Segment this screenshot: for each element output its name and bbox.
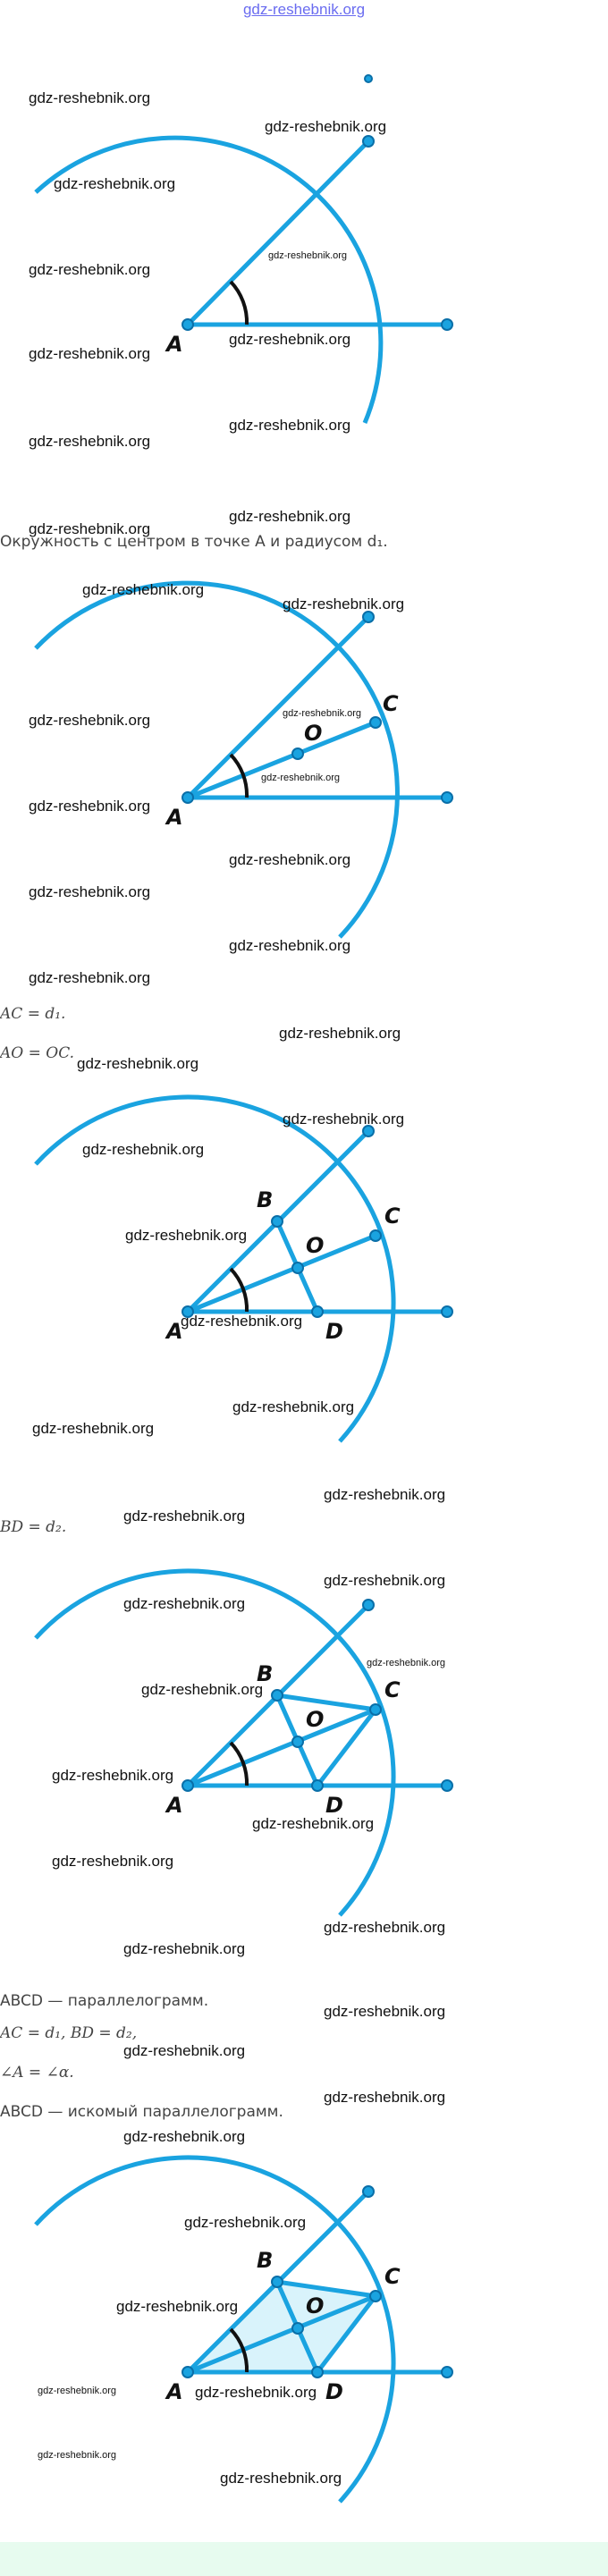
watermark: gdz-reshebnik.org bbox=[232, 1398, 355, 1415]
watermark: gdz-reshebnik.org bbox=[32, 1420, 155, 1437]
site-link[interactable]: gdz-reshebnik.org bbox=[242, 1, 366, 18]
label-d: D bbox=[325, 1319, 343, 1344]
text-bd: BD = d₂. bbox=[0, 1518, 67, 1536]
label-c: C bbox=[384, 2264, 401, 2289]
point-a bbox=[182, 319, 193, 330]
point-c bbox=[370, 1230, 381, 1241]
ray-upper bbox=[188, 617, 368, 798]
label-d: D bbox=[325, 1793, 343, 1818]
label-c: C bbox=[384, 1204, 401, 1229]
watermark: gdz-reshebnik.org bbox=[52, 1767, 174, 1784]
point-ray-end-upper bbox=[363, 136, 374, 147]
point-ray-end-lower bbox=[442, 2367, 452, 2378]
figure-4-parallelogram bbox=[0, 1540, 608, 1933]
label-a: A bbox=[166, 805, 183, 830]
text-result: ABCD — искомый параллелограмм. bbox=[0, 2103, 283, 2121]
watermark: gdz-reshebnik.org bbox=[220, 2470, 342, 2487]
label-a: A bbox=[166, 2379, 183, 2404]
watermark: gdz-reshebnik.org bbox=[29, 712, 151, 729]
text-ac: AC = d₁. bbox=[0, 1005, 66, 1023]
text-circle: Окружность с центром в точке A и радиусом d₁. bbox=[0, 533, 388, 551]
point-d bbox=[312, 1780, 323, 1791]
watermark: gdz-reshebnik.org bbox=[123, 1595, 246, 1612]
point-c bbox=[370, 2291, 381, 2302]
point-b bbox=[272, 1690, 283, 1701]
label-a: A bbox=[166, 1319, 183, 1344]
watermark: gdz-reshebnik.org bbox=[29, 261, 151, 278]
watermark: gdz-reshebnik.org bbox=[283, 708, 362, 719]
watermark: gdz-reshebnik.org bbox=[141, 1681, 264, 1698]
watermark: gdz-reshebnik.org bbox=[229, 331, 351, 348]
watermark: gdz-reshebnik.org bbox=[279, 1025, 401, 1042]
watermark: gdz-reshebnik.org bbox=[123, 2128, 246, 2145]
diagonal-ac bbox=[188, 1236, 376, 1312]
label-o: O bbox=[306, 1707, 325, 1732]
label-o: O bbox=[306, 1233, 325, 1258]
point-d bbox=[312, 1306, 323, 1317]
watermark: gdz-reshebnik.org bbox=[229, 937, 351, 954]
watermark: gdz-reshebnik.org bbox=[54, 175, 176, 192]
label-c: C bbox=[384, 1677, 401, 1702]
figure-1-circle-and-angle bbox=[0, 72, 608, 367]
text-equalities: AC = d₁, BD = d₂, bbox=[0, 2024, 138, 2042]
watermark: gdz-reshebnik.org bbox=[283, 595, 405, 612]
watermark: gdz-reshebnik.org bbox=[283, 1111, 405, 1128]
point-b bbox=[272, 1216, 283, 1227]
label-o: O bbox=[304, 721, 323, 746]
label-b: B bbox=[257, 1661, 274, 1686]
label-o: O bbox=[306, 2293, 325, 2318]
point-c bbox=[370, 717, 381, 728]
point-o bbox=[292, 1736, 303, 1747]
watermark: gdz-reshebnik.org bbox=[181, 1313, 303, 1330]
watermark: gdz-reshebnik.org bbox=[82, 1141, 205, 1158]
label-a: A bbox=[166, 332, 183, 357]
label-b: B bbox=[257, 1187, 274, 1212]
watermark: gdz-reshebnik.org bbox=[29, 969, 151, 986]
watermark: gdz-reshebnik.org bbox=[324, 1919, 446, 1936]
watermark: gdz-reshebnik.org bbox=[229, 851, 351, 868]
point-a bbox=[182, 792, 193, 803]
text-ao: AO = OC. bbox=[0, 1044, 75, 1062]
watermark: gdz-reshebnik.org bbox=[367, 1658, 446, 1668]
diagonal-ac bbox=[188, 722, 376, 798]
point-a bbox=[182, 1780, 193, 1791]
footer-bar bbox=[0, 2542, 608, 2576]
watermark: gdz-reshebnik.org bbox=[29, 345, 151, 362]
watermark: gdz-reshebnik.org bbox=[261, 773, 341, 783]
point-c bbox=[370, 1704, 381, 1715]
point-ray-end-lower bbox=[442, 792, 452, 803]
watermark: gdz-reshebnik.org bbox=[268, 250, 348, 261]
point-b bbox=[272, 2276, 283, 2287]
text-angle: ∠A = ∠α. bbox=[0, 2064, 74, 2082]
point-ray-end-upper bbox=[363, 1600, 374, 1610]
watermark: gdz-reshebnik.org bbox=[123, 2042, 246, 2059]
label-a: A bbox=[166, 1793, 183, 1818]
watermark: gdz-reshebnik.org bbox=[324, 2089, 446, 2106]
watermark: gdz-reshebnik.org bbox=[123, 1508, 246, 1524]
watermark: gdz-reshebnik.org bbox=[52, 1853, 174, 1870]
watermark: gdz-reshebnik.org bbox=[123, 1940, 246, 1957]
watermark: gdz-reshebnik.org bbox=[77, 1055, 199, 1072]
point-d bbox=[312, 2367, 323, 2378]
watermark: gdz-reshebnik.org bbox=[82, 581, 205, 598]
watermark: gdz-reshebnik.org bbox=[324, 2003, 446, 2020]
point-ray-end-lower bbox=[442, 1780, 452, 1791]
watermark: gdz-reshebnik.org bbox=[29, 520, 151, 537]
point-ray-end-lower bbox=[442, 1306, 452, 1317]
watermark: gdz-reshebnik.org bbox=[184, 2214, 307, 2231]
point-ray-end-lower bbox=[442, 319, 452, 330]
watermark: gdz-reshebnik.org bbox=[116, 2298, 239, 2315]
point-a bbox=[182, 2367, 193, 2378]
watermark: gdz-reshebnik.org bbox=[252, 1815, 375, 1832]
watermark: gdz-reshebnik.org bbox=[38, 2386, 117, 2396]
text-parallelogram: ABCD — параллелограмм. bbox=[0, 1992, 209, 2010]
ray-upper bbox=[188, 141, 368, 325]
label-d: D bbox=[325, 2379, 343, 2404]
watermark: gdz-reshebnik.org bbox=[229, 417, 351, 434]
watermark: gdz-reshebnik.org bbox=[29, 798, 151, 815]
watermark: gdz-reshebnik.org bbox=[125, 1227, 248, 1244]
watermark: gdz-reshebnik.org bbox=[195, 2384, 317, 2401]
watermark: gdz-reshebnik.org bbox=[38, 2450, 117, 2461]
watermark: gdz-reshebnik.org bbox=[29, 89, 151, 106]
point-o bbox=[292, 748, 303, 759]
label-c: C bbox=[383, 691, 399, 716]
watermark: gdz-reshebnik.org bbox=[324, 1572, 446, 1589]
point-ray-end-upper bbox=[363, 2186, 374, 2197]
side-bc bbox=[277, 1695, 376, 1710]
watermark: gdz-reshebnik.org bbox=[265, 118, 387, 135]
label-b: B bbox=[257, 2248, 274, 2273]
watermark: gdz-reshebnik.org bbox=[29, 883, 151, 900]
point-o bbox=[292, 1263, 303, 1273]
watermark: gdz-reshebnik.org bbox=[229, 508, 351, 525]
point-top bbox=[365, 75, 372, 82]
watermark: gdz-reshebnik.org bbox=[324, 1486, 446, 1503]
watermark: gdz-reshebnik.org bbox=[29, 433, 151, 450]
angle-arc bbox=[231, 282, 247, 325]
point-o bbox=[292, 2323, 303, 2334]
